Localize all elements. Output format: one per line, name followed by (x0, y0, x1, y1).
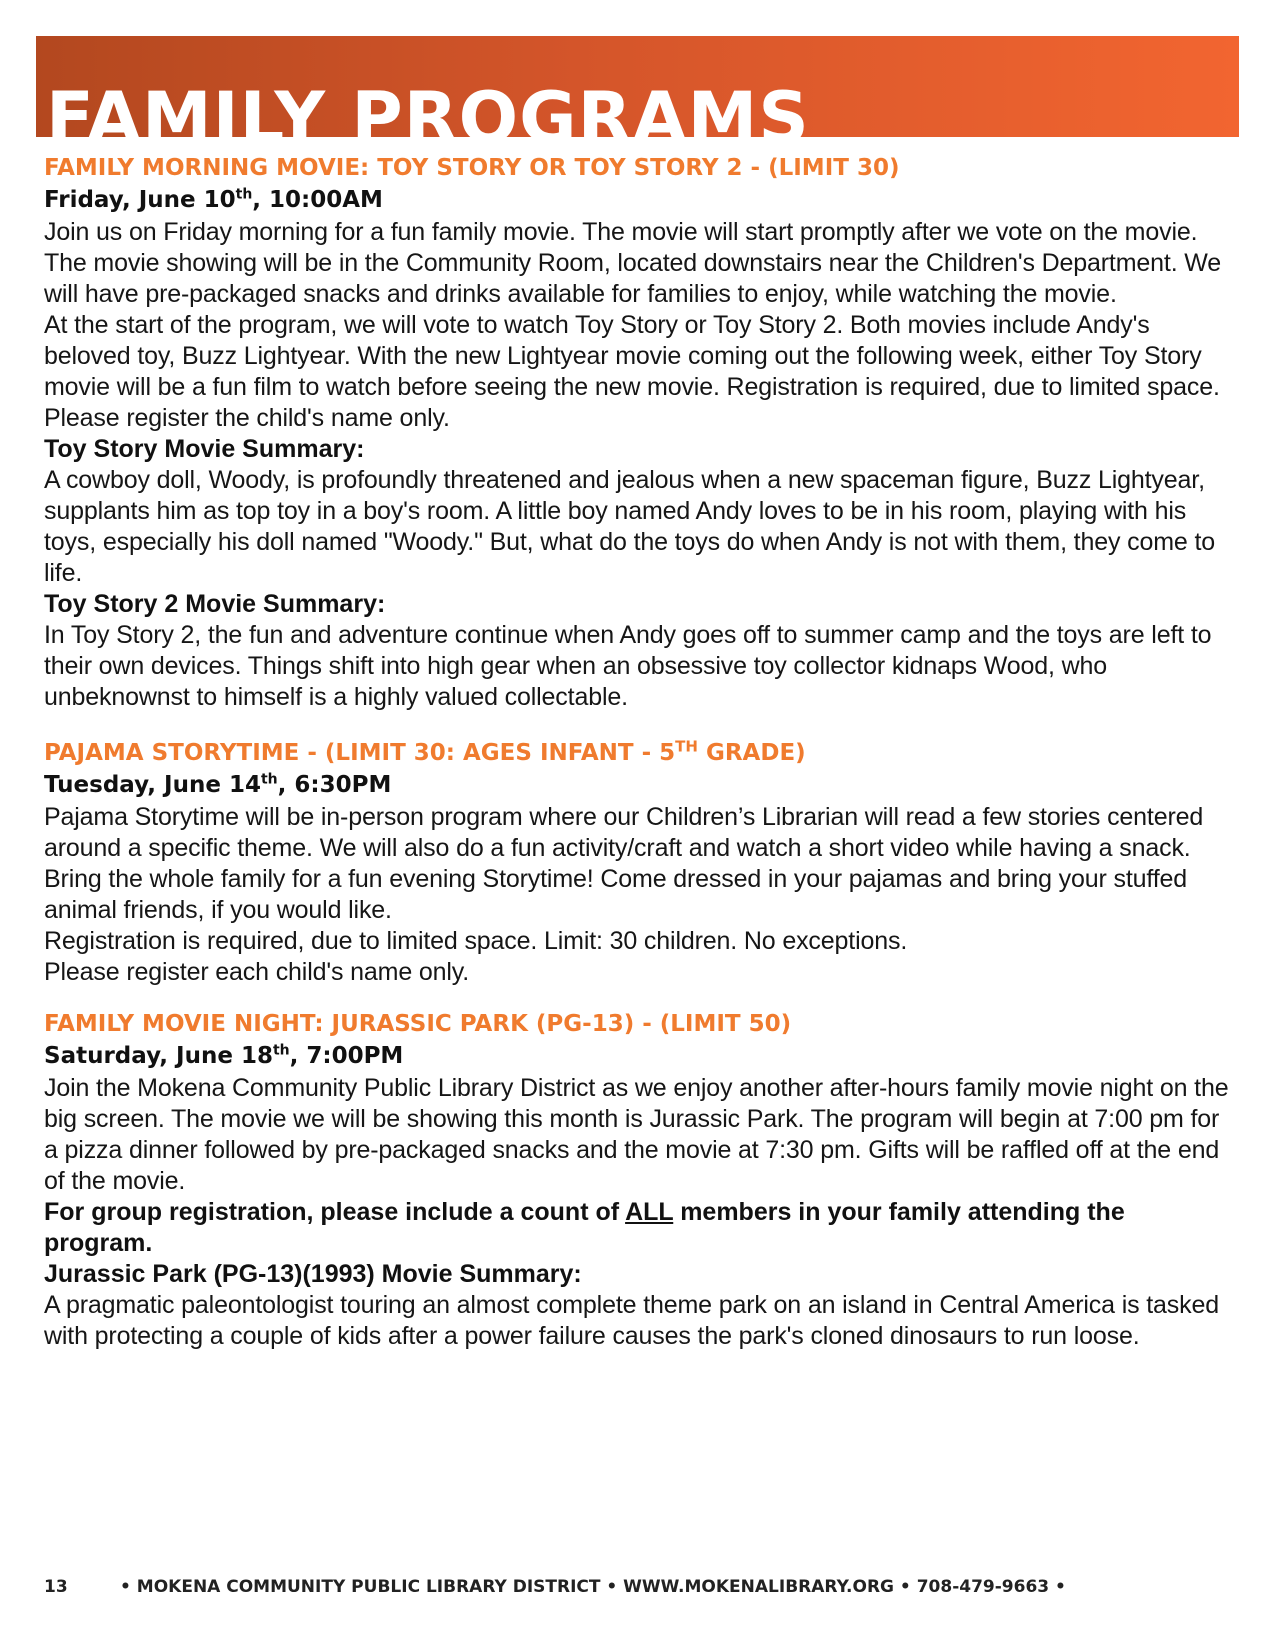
program-date: Tuesday, June 14th, 6:30PM (44, 771, 392, 798)
program-title: PAJAMA STORYTIME - (LIMIT 30: AGES INFANT - 5TH GRADE) (44, 737, 806, 766)
program-description: Please register each child's name only. (44, 958, 470, 986)
summary-text: In Toy Story 2, the fun and adventure continue when Andy goes off to summer camp and the toys are left to their own devices. Things shift into high gear when an obsessive toy collector kidnaps Wood, who unbeknownst to himself is a highly valued collectable. (44, 621, 1212, 711)
page-banner (36, 36, 1239, 159)
program-title: FAMILY MORNING MOVIE: TOY STORY OR TOY STORY 2 - (LIMIT 30) (44, 155, 900, 181)
footer-contact-line: • MOKENA COMMUNITY PUBLIC LIBRARY DISTRICT • WWW.MOKENALIBRARY.ORG • 708-479-9663 • (120, 1577, 1066, 1597)
program-description: Join us on Friday morning for a fun family movie. The movie will start promptly after we vote on the movie. The movie showing will be in the Community Room, located downstairs near the Children's Department. We will have pre-packaged snacks and drinks available for families to enjoy, while watching the movie. (44, 218, 1222, 308)
program-pajama-storytime (44, 737, 1239, 988)
page-number: 13 (44, 1577, 68, 1597)
program-description: Registration is required, due to limited space. Limit: 30 children. No exceptions. (44, 927, 908, 955)
page-footer (44, 1577, 1239, 1597)
program-description: Pajama Storytime will be in-person program where our Children’s Librarian will read a few stories centered around a specific theme. We will also do a fun activity/craft and watch a short video while having a snack. Bring the whole family for a fun evening Storytime! Come dressed in your pajamas and bring your stuffed animal friends, if you would like. (44, 803, 1204, 924)
program-list (44, 152, 1239, 1352)
summary-heading: Toy Story Movie Summary: (44, 435, 365, 463)
program-date: Friday, June 10th, 10:00AM (44, 186, 383, 213)
registration-note: For group registration, please include a count of ALL members in your family attending the program. (44, 1198, 1125, 1257)
program-family-movie-night (44, 1008, 1239, 1352)
summary-text: A cowboy doll, Woody, is profoundly threatened and jealous when a new spaceman figure, Buzz Lightyear, supplants him as top toy in a boy's room. A little boy named Andy loves to be in his room, playing with his toys, especially his doll named "Woody." But, what do the toys do when Andy is not with them, they come to life. (44, 466, 1215, 587)
program-description: Join the Mokena Community Public Library District as we enjoy another after-hours family movie night on the big screen. The movie we will be showing this month is Jurassic Park. The program will begin at 7:00 pm for a pizza dinner followed by pre-packaged snacks and the movie at 7:30 pm. Gifts will be raffled off at the end of the movie. (44, 1074, 1229, 1195)
program-date: Saturday, June 18th, 7:00PM (44, 1042, 404, 1069)
program-description: At the start of the program, we will vote to watch Toy Story or Toy Story 2. Both movies include Andy's beloved toy, Buzz Lightyear. With the new Lightyear movie coming out the following week, either Toy Story movie will be a fun film to watch before seeing the new movie. Registration is required, due to limited space. Please register the child's name only. (44, 311, 1220, 432)
summary-heading: Toy Story 2 Movie Summary: (44, 590, 386, 618)
summary-heading: Jurassic Park (PG-13)(1993) Movie Summary: (44, 1260, 582, 1288)
program-title: FAMILY MOVIE NIGHT: JURASSIC PARK (PG-13) - (LIMIT 50) (44, 1011, 792, 1037)
page-title: FAMILY PROGRAMS (46, 77, 810, 159)
program-family-morning-movie (44, 152, 1239, 713)
summary-text: A pragmatic paleontologist touring an almost complete theme park on an island in Central America is tasked with protecting a couple of kids after a power failure causes the park's cloned dinosaurs to run loose. (44, 1291, 1220, 1350)
